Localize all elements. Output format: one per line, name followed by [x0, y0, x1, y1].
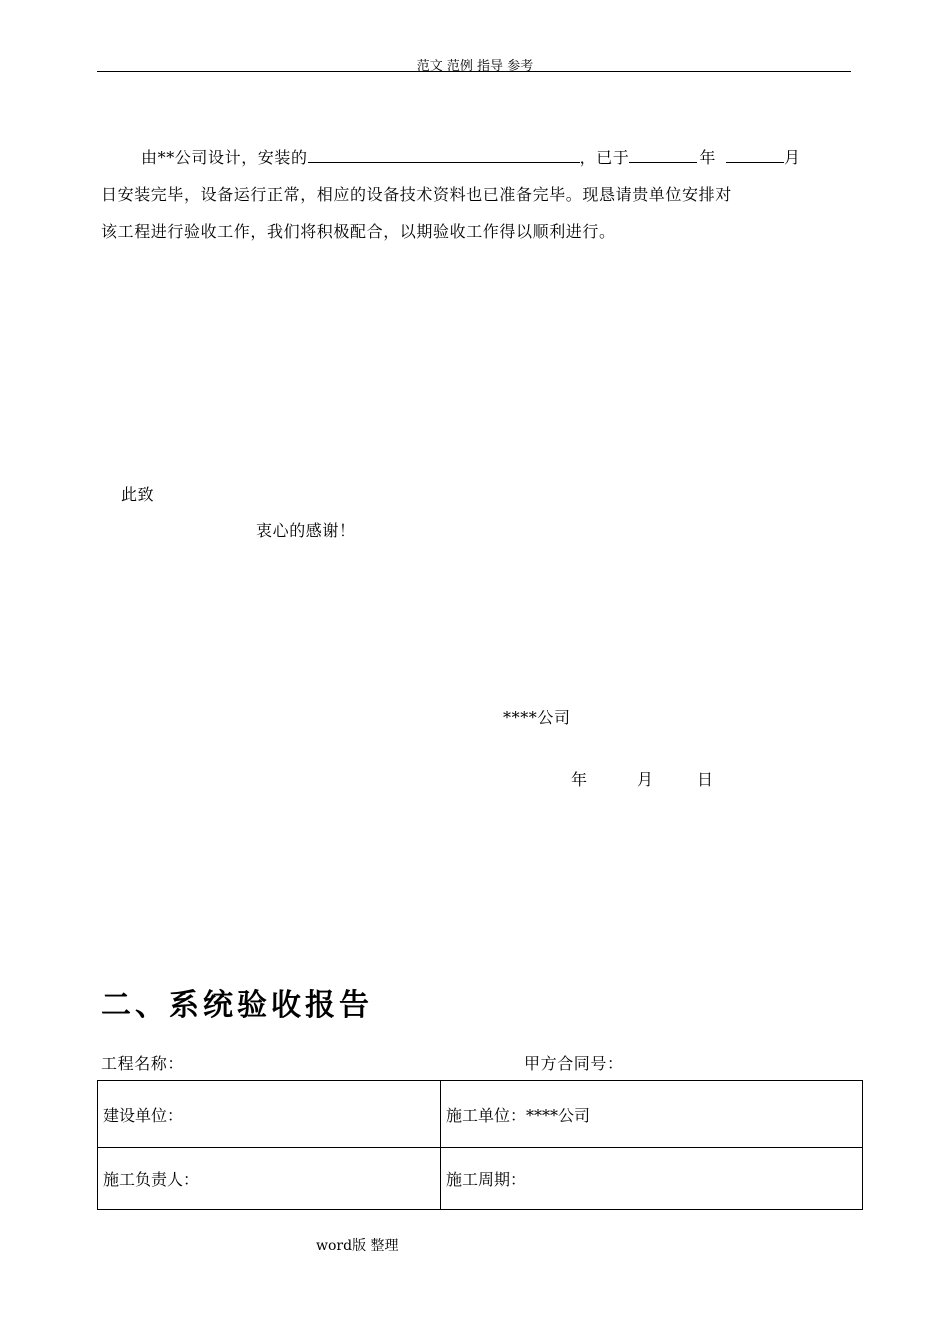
signature-company: ****公司	[503, 708, 571, 727]
table-cell-site-manager: 施工负责人：	[98, 1148, 441, 1210]
blank-system-name	[308, 147, 580, 163]
page-header: 范文 范例 指导 参考	[416, 59, 534, 74]
letter-line-1-prefix: 由**公司设计，安装的	[141, 148, 308, 167]
blank-month	[726, 147, 784, 163]
page-footer: word版 整理	[316, 1238, 399, 1254]
letter-line-2: 日安装完毕，设备运行正常，相应的设备技术资料也已准备完毕。现恳请贵单位安排对	[101, 185, 732, 204]
letter-line-3: 该工程进行验收工作，我们将积极配合，以期验收工作得以顺利进行。	[101, 222, 616, 241]
salutation: 此致	[121, 485, 155, 504]
letter-line-1-year: 年	[699, 148, 717, 167]
table-cell-construction-period: 施工周期：	[441, 1148, 863, 1210]
table-row	[98, 1148, 863, 1210]
section-title: 二、系统验收报告	[101, 988, 373, 1023]
letter-line-1	[141, 145, 801, 168]
blank-year	[629, 147, 697, 163]
table-row	[98, 1081, 863, 1148]
letter-line-1-month: 月	[784, 148, 801, 167]
thanks-line: 衷心的感谢！	[256, 521, 356, 540]
signature-date-month: 月	[637, 770, 654, 789]
signature-date-year: 年	[571, 770, 588, 789]
letter-line-1-mid: ，已于	[579, 148, 630, 167]
table-cell-contractor: 施工单位：****公司	[441, 1081, 863, 1148]
signature-date-day: 日	[697, 770, 714, 789]
report-info-table	[97, 1080, 863, 1210]
header-divider	[97, 71, 851, 72]
table-cell-construction-unit: 建设单位：	[98, 1081, 441, 1148]
contract-number-label: 甲方合同号：	[524, 1054, 624, 1073]
project-name-label: 工程名称：	[101, 1054, 185, 1073]
